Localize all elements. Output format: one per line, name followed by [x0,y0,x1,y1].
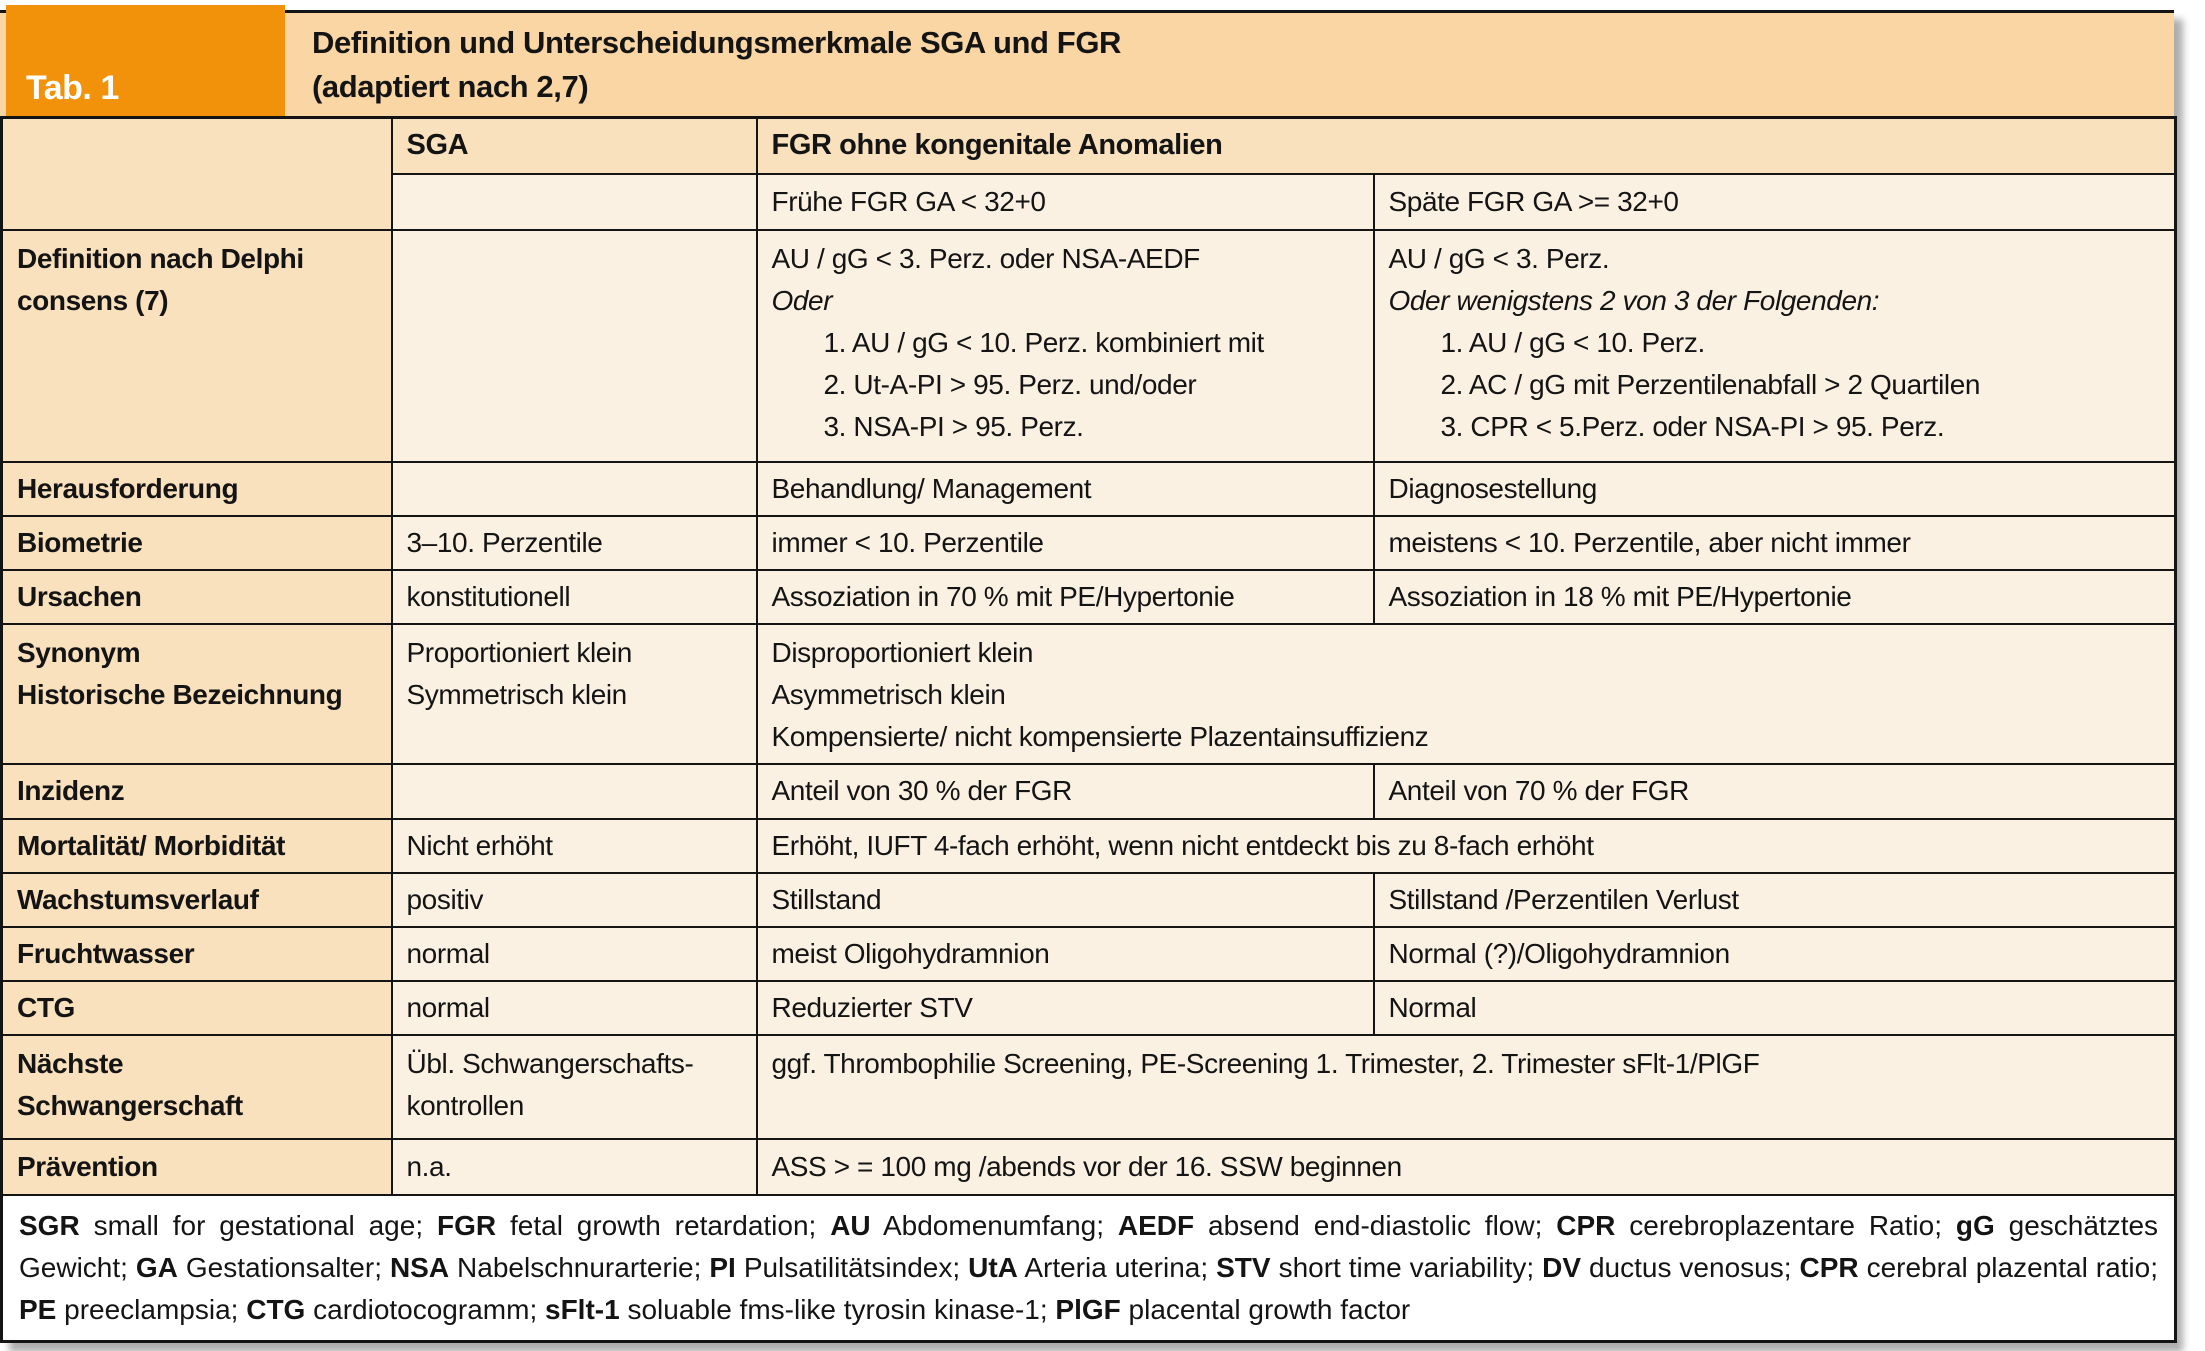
cell-biometrie-fgr-late: meistens < 10. Perzentile, aber nicht immer [1374,516,2176,570]
legend-item [390,1252,709,1283]
cell-wachstumsverlauf-sga: positiv [392,873,757,927]
legend-separator: ; [230,1293,247,1325]
definition-early-item: 1. AU / gG < 10. Perz. kombiniert mit [823,326,1264,358]
row-praevention-label: Prävention [2,1139,392,1195]
cell-definition-fgr-late [1374,230,2176,462]
cell-mortalitaet-fgr: Erhöht, IUFT 4-fach erhöht, wenn nicht entdeckt bis zu 8-fach erhöht [757,819,2176,873]
legend-abbr: CTG [246,1293,306,1325]
header-col-fgr-late: Späte FGR GA >= 32+0 [1374,174,2176,230]
row-ursachen [2,570,2176,624]
definition-early-oder: Oder [771,284,833,316]
legend-text: fetal growth retardation [509,1209,809,1241]
legend-item [545,1294,1055,1325]
row-synonym-label [2,624,392,764]
row-inzidenz [2,764,2176,819]
row-definition [2,230,2176,462]
legend-abbr: GA [135,1251,178,1283]
cell-synonym-fgr [757,624,2176,764]
legend-separator: ; [2150,1251,2159,1283]
row-herausforderung [2,462,2176,516]
legend-abbr: gG [1955,1209,1995,1241]
legend-text: Abdomenumfang [882,1209,1097,1241]
header-row-1 [2,118,2176,174]
cell-ursachen-sga: konstitutionell [392,570,757,624]
legend-text: cerebral plazental ratio [1866,1251,2151,1283]
row-wachstumsverlauf [2,873,2176,927]
row-praevention [2,1139,2176,1195]
cell-synonym-sga [392,624,757,764]
legend-item [1542,1252,1799,1283]
header-col-fgr: FGR ohne kongenitale Anomalien [757,118,2176,174]
row-biometrie-label: Biometrie [2,516,392,570]
legend-item [1216,1252,1542,1283]
cell-inzidenz-sga [392,764,757,819]
legend-separator: ; [1096,1209,1118,1241]
definition-late-item: 1. AU / gG < 10. Perz. [1440,326,1705,358]
header-corner-cell [2,118,392,230]
cell-naechste-fgr: ggf. Thrombophilie Screening, PE-Screening 1. Trimester, 2. Trimester sFlt-1/PlGF [757,1035,2176,1139]
legend-text: Nabelschnurarterie [457,1251,694,1283]
table-title-line2: (adaptiert nach 2,7) [312,68,589,104]
legend-separator: ; [808,1209,831,1241]
legend-abbr: DV [1542,1251,1581,1283]
cell-herausforderung-fgr-late: Diagnosestellung [1374,462,2176,516]
definition-late-item: 2. AC / gG mit Perzentilenabfall > 2 Quartilen [1440,368,1981,400]
label-line: Synonym [17,636,141,668]
header-col-fgr-early: Frühe FGR GA < 32+0 [757,174,1374,230]
legend-text: small for gestational age [93,1209,416,1241]
legend-text: placental growth factor [1128,1293,1411,1325]
legend-item [1556,1210,1956,1241]
legend-abbr: CPR [1799,1251,1859,1283]
table-figure [0,10,2174,1343]
row-mortalitaet [2,819,2176,873]
cell-ursachen-fgr-late: Assoziation in 18 % mit PE/Hypertonie [1374,570,2176,624]
definition-late-oder: Oder wenigstens 2 von 3 der Folgenden: [1388,284,1880,316]
legend-separator: ; [1039,1293,1056,1325]
cell-inzidenz-fgr-late: Anteil von 70 % der FGR [1374,764,2176,819]
legend-abbr: PI [709,1251,736,1283]
legend-separator: ; [1934,1209,1956,1241]
row-ctg-label: CTG [2,981,392,1035]
legend-text: absend end-diastolic flow [1208,1209,1535,1241]
cell-definition-fgr-early [757,230,1374,462]
legend-abbr: SGR [19,1209,80,1241]
legend-abbr: UtA [968,1251,1018,1283]
legend-separator: ; [693,1251,710,1283]
legend-separator: ; [120,1251,136,1283]
table-title [312,20,1121,108]
legend-text: short time variability [1278,1251,1527,1283]
legend-separator: ; [374,1251,390,1283]
legend-abbr: AEDF [1117,1209,1195,1241]
cell-biometrie-fgr-early: immer < 10. Perzentile [757,516,1374,570]
table-number-badge [6,5,285,116]
cell-inzidenz-fgr-early: Anteil von 30 % der FGR [757,764,1374,819]
cell-praevention-fgr: ASS > = 100 mg /abends vor der 16. SSW beginnen [757,1139,2176,1195]
legend-text: preeclampsia [64,1293,231,1325]
legend-abbr: PE [19,1293,57,1325]
header-col-sga: SGA [392,118,757,174]
legend-separator: ; [1200,1251,1217,1283]
legend-separator: ; [1534,1209,1557,1241]
legend-item [246,1294,545,1325]
legend-abbr: sFlt-1 [545,1293,620,1325]
row-wachstumsverlauf-label: Wachstumsverlauf [2,873,392,927]
row-naechste-schwangerschaft [2,1035,2176,1139]
legend-item [1118,1210,1556,1241]
cell-ctg-fgr-late: Normal [1374,981,2176,1035]
row-ctg [2,981,2176,1035]
row-naechste-label [2,1035,392,1139]
cell-ctg-sga: normal [392,981,757,1035]
row-biometrie [2,516,2176,570]
naechste-sga-line: Übl. Schwangerschafts- [406,1047,694,1079]
cell-fruchtwasser-fgr-early: meist Oligohydramnion [757,927,1374,981]
legend-item [830,1210,1118,1241]
header-sga-sub-empty [392,174,757,230]
legend-text: cardiotocogramm [313,1293,530,1325]
legend-separator: ; [415,1209,437,1241]
legend-text: Arteria uterina [1024,1251,1201,1283]
synonym-sga-line: Symmetrisch klein [406,678,627,710]
legend-abbr: STV [1216,1251,1271,1283]
definition-early-item: 2. Ut-A-PI > 95. Perz. und/oder [823,368,1197,400]
cell-herausforderung-sga [392,462,757,516]
definition-early-intro: AU / gG < 3. Perz. oder NSA-AEDF [771,242,1200,274]
cell-ctg-fgr-early: Reduzierter STV [757,981,1374,1035]
abbreviation-legend [2,1195,2176,1342]
legend-row [2,1195,2176,1342]
cell-wachstumsverlauf-fgr-late: Stillstand /Perzentilen Verlust [1374,873,2176,927]
label-line: Historische Bezeichnung [17,678,343,710]
legend-text: geschätztes Gewicht [19,1209,2159,1283]
legend-text: ductus venosus [1588,1251,1784,1283]
legend-item [19,1294,246,1325]
legend-item [709,1252,968,1283]
legend-item [19,1210,437,1241]
legend-abbr: PlGF [1055,1293,1121,1325]
legend-text: Gestationsalter [185,1251,375,1283]
cell-biometrie-sga: 3–10. Perzentile [392,516,757,570]
row-herausforderung-label: Herausforderung [2,462,392,516]
cell-ursachen-fgr-early: Assoziation in 70 % mit PE/Hypertonie [757,570,1374,624]
row-inzidenz-label: Inzidenz [2,764,392,819]
synonym-sga-line: Proportioniert klein [406,636,632,668]
legend-item [136,1252,390,1283]
definition-late-intro: AU / gG < 3. Perz. [1388,242,1610,274]
label-line: Schwangerschaft [17,1089,243,1121]
label-line: Definition nach Delphi [17,242,304,274]
legend-separator: ; [529,1293,545,1325]
legend-item [968,1252,1216,1283]
title-band [0,10,2174,116]
synonym-fgr-line: Asymmetrisch klein [771,678,1006,710]
legend-abbr: NSA [389,1251,450,1283]
legend-item [1799,1252,2158,1283]
row-fruchtwasser-label: Fruchtwasser [2,927,392,981]
cell-mortalitaet-sga: Nicht erhöht [392,819,757,873]
row-fruchtwasser [2,927,2176,981]
row-synonym [2,624,2176,764]
row-definition-label [2,230,392,462]
cell-praevention-sga: n.a. [392,1139,757,1195]
definition-early-item: 3. NSA-PI > 95. Perz. [823,410,1084,442]
legend-separator: ; [952,1251,969,1283]
cell-herausforderung-fgr-early: Behandlung/ Management [757,462,1374,516]
legend-text: Pulsatilitätsindex [743,1251,953,1283]
legend-abbr: AU [830,1209,871,1241]
label-line: Nächste [17,1047,124,1079]
legend-separator: ; [1783,1251,1800,1283]
table-title-line1: Definition und Unterscheidungsmerkmale SGA und FGR [312,24,1122,60]
legend-separator: ; [1526,1251,1543,1283]
row-ursachen-label: Ursachen [2,570,392,624]
table-number: Tab. 1 [26,69,119,107]
legend-text: cerebroplazentare Ratio [1629,1209,1935,1241]
legend-abbr: FGR [437,1209,497,1241]
sga-fgr-table [0,116,2177,1343]
synonym-fgr-line: Kompensierte/ nicht kompensierte Plazentainsuffizienz [771,720,1429,752]
label-line: consens (7) [17,284,169,316]
cell-naechste-sga [392,1035,757,1139]
legend-abbr: CPR [1556,1209,1616,1241]
cell-fruchtwasser-fgr-late: Normal (?)/Oligohydramnion [1374,927,2176,981]
synonym-fgr-line: Disproportioniert klein [771,636,1034,668]
legend-item [437,1210,830,1241]
naechste-sga-line: kontrollen [406,1089,524,1121]
cell-fruchtwasser-sga: normal [392,927,757,981]
legend-text: soluable fms-like tyrosin kinase-1 [627,1293,1040,1325]
definition-late-item: 3. CPR < 5.Perz. oder NSA-PI > 95. Perz. [1440,410,1945,442]
row-mortalitaet-label: Mortalität/ Morbidität [2,819,392,873]
legend-item [1055,1294,1410,1325]
cell-wachstumsverlauf-fgr-early: Stillstand [757,873,1374,927]
cell-definition-sga [392,230,757,462]
